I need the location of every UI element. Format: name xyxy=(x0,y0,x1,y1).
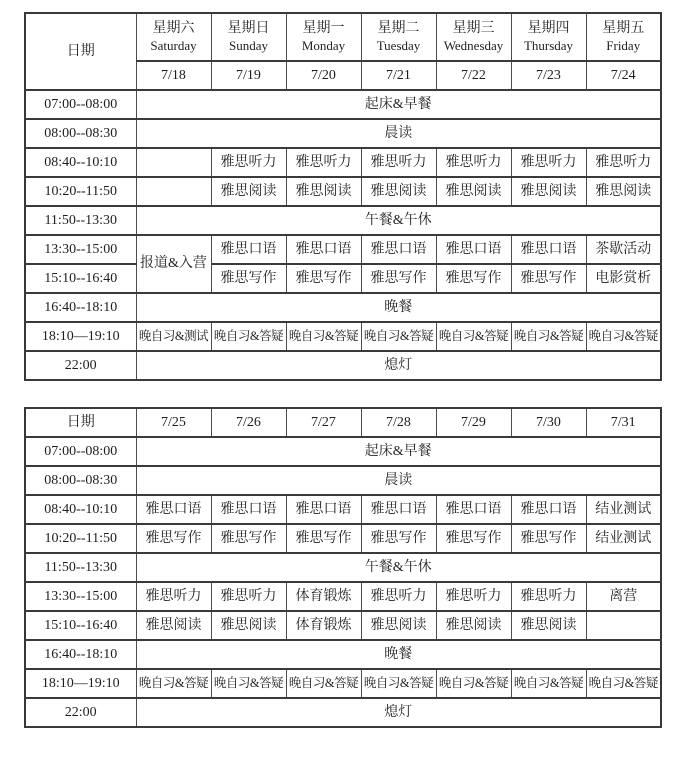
schedule-row xyxy=(25,177,661,206)
time-cell: 13:30--15:00 xyxy=(25,235,136,264)
activity-cell: 电影赏析 xyxy=(586,264,661,293)
activity-cell: 晚自习&答疑 xyxy=(361,669,436,698)
time-cell: 22:00 xyxy=(25,351,136,380)
weekday-header xyxy=(586,13,661,61)
activity-cell: 雅思口语 xyxy=(211,235,286,264)
schedule-row xyxy=(25,264,661,293)
activity-cell: 结业测试 xyxy=(586,524,661,553)
time-cell: 11:50--13:30 xyxy=(25,553,136,582)
date-header: 7/25 xyxy=(136,408,211,437)
weekday-cn-label: 星期六 xyxy=(152,20,195,36)
weekday-cn-label: 星期五 xyxy=(602,20,645,36)
date-header: 7/21 xyxy=(361,61,436,90)
schedule-row xyxy=(25,90,661,119)
time-cell: 08:00--08:30 xyxy=(25,119,136,148)
date-header: 7/27 xyxy=(286,408,361,437)
schedule-row xyxy=(25,582,661,611)
schedule-row xyxy=(25,698,661,727)
schedule-row xyxy=(25,466,661,495)
schedule-row xyxy=(25,293,661,322)
weekday-header xyxy=(436,13,511,61)
merged-activity-cell: 晨读 xyxy=(136,466,661,495)
activity-cell: 茶歇活动 xyxy=(586,235,661,264)
activity-cell: 雅思阅读 xyxy=(361,611,436,640)
activity-cell: 雅思口语 xyxy=(361,235,436,264)
activity-cell: 晚自习&答疑 xyxy=(286,669,361,698)
date-header: 7/23 xyxy=(511,61,586,90)
schedule-row xyxy=(25,235,661,264)
activity-cell: 雅思阅读 xyxy=(361,177,436,206)
activity-cell: 晚自习&答疑 xyxy=(586,669,661,698)
activity-cell: 雅思听力 xyxy=(361,582,436,611)
activity-cell: 晚自习&答疑 xyxy=(586,322,661,351)
activity-cell: 报道&入营 xyxy=(136,235,211,293)
weekday-header xyxy=(211,13,286,61)
schedule-row xyxy=(25,206,661,235)
schedule-row xyxy=(25,495,661,524)
date-header: 7/26 xyxy=(211,408,286,437)
activity-cell: 雅思听力 xyxy=(436,582,511,611)
weekday-en-label: Wednesday xyxy=(443,38,504,54)
merged-activity-cell: 晚餐 xyxy=(136,640,661,669)
activity-cell: 雅思听力 xyxy=(286,148,361,177)
date-column-header: 日期 xyxy=(25,13,136,90)
merged-activity-cell: 熄灯 xyxy=(136,698,661,727)
activity-cell: 雅思口语 xyxy=(361,495,436,524)
time-cell: 10:20--11:50 xyxy=(25,177,136,206)
empty-cell xyxy=(586,611,661,640)
activity-cell: 雅思写作 xyxy=(511,524,586,553)
activity-cell: 雅思听力 xyxy=(136,582,211,611)
activity-cell: 雅思写作 xyxy=(361,264,436,293)
date-header: 7/30 xyxy=(511,408,586,437)
time-cell: 07:00--08:00 xyxy=(25,437,136,466)
activity-cell: 雅思口语 xyxy=(511,495,586,524)
activity-cell: 晚自习&答疑 xyxy=(511,669,586,698)
weekday-header xyxy=(511,13,586,61)
time-cell: 07:00--08:00 xyxy=(25,90,136,119)
merged-activity-cell: 起床&早餐 xyxy=(136,437,661,466)
activity-cell: 雅思听力 xyxy=(211,582,286,611)
time-cell: 10:20--11:50 xyxy=(25,524,136,553)
weekday-en-label: Thursday xyxy=(523,38,574,54)
activity-cell: 雅思听力 xyxy=(586,148,661,177)
activity-cell: 雅思口语 xyxy=(286,235,361,264)
weekday-cn-label: 星期二 xyxy=(377,20,420,36)
time-cell: 22:00 xyxy=(25,698,136,727)
activity-cell: 雅思阅读 xyxy=(211,177,286,206)
activity-cell: 雅思写作 xyxy=(211,264,286,293)
date-header: 7/19 xyxy=(211,61,286,90)
weekday-header xyxy=(361,13,436,61)
time-cell: 15:10--16:40 xyxy=(25,264,136,293)
activity-cell: 雅思口语 xyxy=(436,495,511,524)
date-header: 7/20 xyxy=(286,61,361,90)
activity-cell: 雅思写作 xyxy=(511,264,586,293)
empty-cell xyxy=(136,177,211,206)
activity-cell: 雅思听力 xyxy=(436,148,511,177)
activity-cell: 雅思写作 xyxy=(286,524,361,553)
schedule-tables-container xyxy=(24,12,660,728)
time-cell: 08:40--10:10 xyxy=(25,148,136,177)
schedule-row xyxy=(25,640,661,669)
activity-cell: 体育锻炼 xyxy=(286,582,361,611)
weekday-en-label: Sunday xyxy=(229,38,268,54)
merged-activity-cell: 晚餐 xyxy=(136,293,661,322)
activity-cell: 雅思阅读 xyxy=(436,177,511,206)
date-header: 7/18 xyxy=(136,61,211,90)
activity-cell: 雅思阅读 xyxy=(286,177,361,206)
activity-cell: 雅思写作 xyxy=(136,524,211,553)
weekday-en-label: Monday xyxy=(301,38,346,54)
empty-cell xyxy=(136,148,211,177)
schedule-row xyxy=(25,437,661,466)
activity-cell: 晚自习&答疑 xyxy=(436,669,511,698)
activity-cell: 晚自习&答疑 xyxy=(211,669,286,698)
activity-cell: 雅思写作 xyxy=(361,524,436,553)
week2-schedule xyxy=(24,407,662,728)
activity-cell: 雅思口语 xyxy=(136,495,211,524)
activity-cell: 雅思写作 xyxy=(436,524,511,553)
time-cell: 18:10—19:10 xyxy=(25,669,136,698)
activity-cell: 晚自习&答疑 xyxy=(136,669,211,698)
activity-cell: 雅思写作 xyxy=(286,264,361,293)
activity-cell: 雅思阅读 xyxy=(136,611,211,640)
merged-activity-cell: 晨读 xyxy=(136,119,661,148)
schedule-row xyxy=(25,611,661,640)
activity-cell: 雅思阅读 xyxy=(511,611,586,640)
activity-cell: 雅思听力 xyxy=(361,148,436,177)
activity-cell: 雅思口语 xyxy=(436,235,511,264)
time-cell: 15:10--16:40 xyxy=(25,611,136,640)
schedule-row xyxy=(25,148,661,177)
schedule-row xyxy=(25,553,661,582)
activity-cell: 晚自习&答疑 xyxy=(211,322,286,351)
date-header: 7/22 xyxy=(436,61,511,90)
merged-activity-cell: 午餐&午休 xyxy=(136,206,661,235)
date-column-header: 日期 xyxy=(25,408,136,437)
week1-schedule xyxy=(24,12,662,381)
date-header: 7/31 xyxy=(586,408,661,437)
weekday-en-label: Saturday xyxy=(150,38,197,54)
schedule-row xyxy=(25,351,661,380)
activity-cell: 雅思听力 xyxy=(511,148,586,177)
time-cell: 16:40--18:10 xyxy=(25,640,136,669)
schedule-row xyxy=(25,524,661,553)
time-cell: 18:10—19:10 xyxy=(25,322,136,351)
activity-cell: 雅思阅读 xyxy=(436,611,511,640)
activity-cell: 离营 xyxy=(586,582,661,611)
activity-cell: 雅思听力 xyxy=(211,148,286,177)
weekday-header xyxy=(136,13,211,61)
merged-activity-cell: 起床&早餐 xyxy=(136,90,661,119)
schedule-row xyxy=(25,119,661,148)
activity-cell: 雅思口语 xyxy=(511,235,586,264)
activity-cell: 雅思写作 xyxy=(211,524,286,553)
date-header: 7/29 xyxy=(436,408,511,437)
activity-cell: 雅思阅读 xyxy=(586,177,661,206)
weekday-header xyxy=(286,13,361,61)
merged-activity-cell: 午餐&午休 xyxy=(136,553,661,582)
weekday-cn-label: 星期一 xyxy=(302,20,345,36)
activity-cell: 晚自习&答疑 xyxy=(436,322,511,351)
activity-cell: 雅思写作 xyxy=(436,264,511,293)
activity-cell: 晚自习&答疑 xyxy=(511,322,586,351)
activity-cell: 雅思口语 xyxy=(211,495,286,524)
weekday-en-label: Friday xyxy=(606,38,641,54)
weekday-en-label: Tuesday xyxy=(376,38,421,54)
date-header: 7/24 xyxy=(586,61,661,90)
activity-cell: 体育锻炼 xyxy=(286,611,361,640)
activity-cell: 晚自习&答疑 xyxy=(286,322,361,351)
time-cell: 13:30--15:00 xyxy=(25,582,136,611)
activity-cell: 雅思阅读 xyxy=(211,611,286,640)
activity-cell: 晚自习&测试 xyxy=(136,322,211,351)
merged-activity-cell: 熄灯 xyxy=(136,351,661,380)
activity-cell: 雅思听力 xyxy=(511,582,586,611)
weekday-cn-label: 星期三 xyxy=(452,20,495,36)
time-cell: 08:00--08:30 xyxy=(25,466,136,495)
time-cell: 08:40--10:10 xyxy=(25,495,136,524)
schedule-row xyxy=(25,322,661,351)
schedule-row xyxy=(25,669,661,698)
activity-cell: 结业测试 xyxy=(586,495,661,524)
time-cell: 11:50--13:30 xyxy=(25,206,136,235)
date-header: 7/28 xyxy=(361,408,436,437)
activity-cell: 晚自习&答疑 xyxy=(361,322,436,351)
weekday-cn-label: 星期日 xyxy=(227,20,270,36)
activity-cell: 雅思口语 xyxy=(286,495,361,524)
weekday-cn-label: 星期四 xyxy=(527,20,570,36)
time-cell: 16:40--18:10 xyxy=(25,293,136,322)
activity-cell: 雅思阅读 xyxy=(511,177,586,206)
